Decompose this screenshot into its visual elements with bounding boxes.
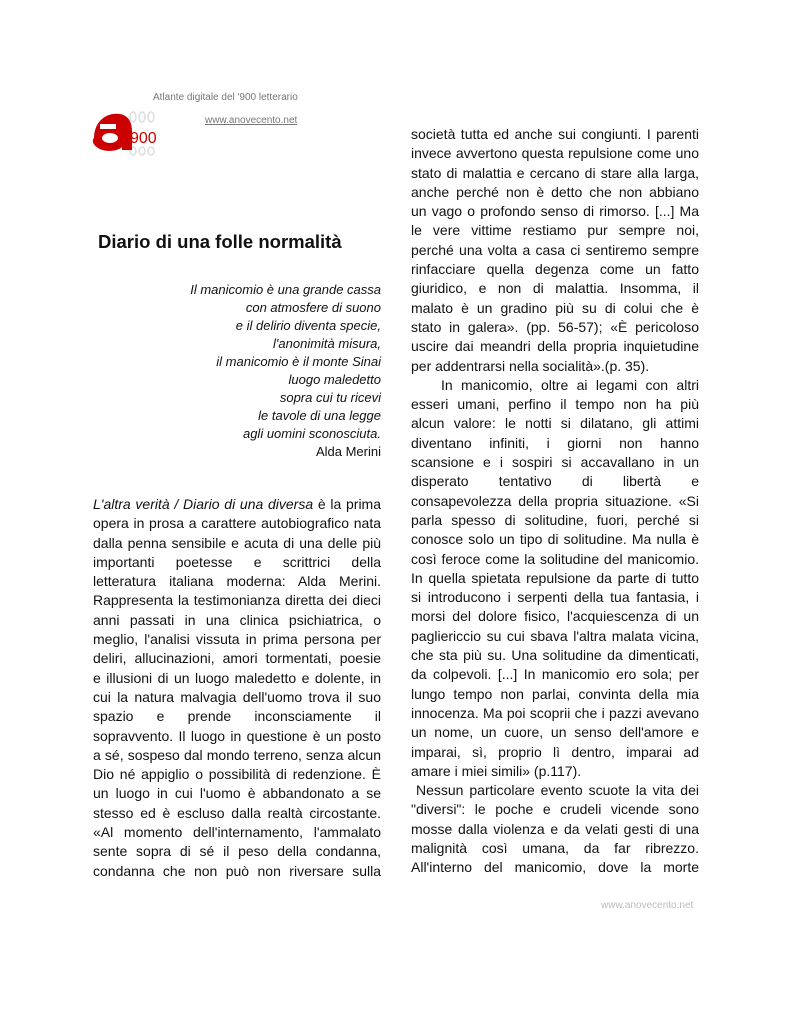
text-line: importanti poetesse e scrittrici della — [93, 553, 381, 570]
text-line: giuridico, e non di malattia. Insomma, il — [411, 280, 699, 297]
text-line: condanna che non può non riversare sulla — [93, 862, 381, 879]
text-line: Rappresenta la testimonianza diretta dei dieci — [93, 592, 381, 609]
text-line: lungo tempo non parlai, convinta della mia — [411, 685, 699, 702]
text-line: si introducono i serpenti della tua fantasia, i — [411, 589, 699, 606]
text-line: malato è un gradino più su di colui che è — [411, 299, 699, 316]
text-line: esseri umani, perfino il tempo non ha più — [411, 396, 699, 413]
text-line: cui la natura malvagia dell'uomo trova il suo — [93, 688, 381, 705]
text-line: letteratura italiana moderna: Alda Merini. — [93, 573, 381, 590]
text-line: "diversi": le poche e crudeli vicende sono — [411, 801, 699, 818]
text-line: e illusioni di un luogo maledetto e dolente, in — [93, 669, 381, 686]
svg-text:900: 900 — [130, 130, 157, 147]
text-line: pagliericcio su cui sbava l'altra malata vicina, — [411, 627, 699, 644]
text-line: scansione e i sospiri si accavallano in un — [411, 454, 699, 471]
text-line: In quella spietata repulsione da parte di tutto — [411, 569, 699, 586]
text-line: stato in galera». (pp. 56-57); «È pericoloso — [411, 318, 699, 335]
epigraph — [190, 281, 381, 461]
text-line: sente sopra di sé il peso della condanna, — [93, 843, 381, 860]
site-title: Atlante digitale del '900 letterario — [153, 92, 298, 103]
text-line: che sta più su. Una solitudine da dimenticati, — [411, 647, 699, 664]
epigraph-line: luogo maledetto — [288, 372, 381, 387]
text-line: da colpevoli. [...] In manicomio ero sola; per — [411, 666, 699, 683]
text-line: rinfacciare quella degenza come un fatto — [411, 261, 699, 278]
text-line: stesso ed è escluso dalla realtà circostante. — [93, 804, 381, 821]
footer-site-link[interactable]: www.anovecento.net — [601, 900, 694, 911]
text-line: amare i miei simili» (p.117). — [411, 762, 582, 779]
text-line: dalla penna sensibile e acuta di una delle più — [93, 534, 381, 551]
text-line: società tutta ed anche sui congiunti. I parenti — [411, 126, 699, 142]
text-line: diventano infiniti, i giorni non hanno — [411, 434, 699, 451]
text-line: le vere vittime restiamo pur sempre noi, — [411, 222, 699, 239]
text-line: perché una volta a casa ci sentiremo sempre — [411, 241, 699, 258]
text-line: uscire dai meandri della propria inquietudine — [411, 338, 699, 355]
epigraph-line: le tavole di una legge — [258, 408, 381, 423]
text-line: invece avvertono questa repulsione come uno — [411, 145, 699, 162]
epigraph-line: e il delirio diventa specie, — [235, 318, 381, 333]
text-line: malignità così umana, da far ribrezzo. — [411, 839, 699, 856]
text-line: alcun valore: le notti si dilatano, gli attimi — [411, 415, 699, 432]
text-line: spazio e prende inconsciamente il — [93, 708, 381, 725]
right-column-text — [411, 125, 699, 878]
text-line: a sé, sospeso dal mondo terreno, senza alcun — [93, 746, 381, 763]
text-line: anche perché non è detto che non abbiano — [411, 183, 699, 200]
epigraph-line: Il manicomio è una grande cassa — [190, 282, 381, 297]
text-line: In manicomio, oltre ai legami con altri — [441, 376, 699, 393]
epigraph-line: l'anonimità misura, — [273, 336, 381, 351]
text-line: consapevolezza della propria situazione. «Si — [411, 492, 699, 509]
text-line: mosse dalla violenza e da velati gesti di una — [411, 820, 699, 837]
text-line: sopravvento. Il luogo in questione è un posto — [93, 727, 381, 744]
book-title: L'altra verità / Diario di una diversa — [93, 496, 314, 512]
text-line — [93, 495, 381, 514]
site-link[interactable]: www.anovecento.net — [205, 115, 298, 126]
text-line: stato di malattia e cercano di stare alla larga, — [411, 164, 699, 181]
text-line: morsi del dolore fisico, l'acquiescenza di un — [411, 608, 699, 625]
text-line: «Al momento dell'internamento, l'ammalato — [93, 824, 381, 841]
text-line: per addentrarsi nella socialità».(p. 35). — [411, 357, 650, 374]
text-line: anni passati in una clinica psichiatrica, o — [93, 611, 381, 628]
text-line: parla spesso di solitudine, fuori, perché si — [411, 511, 699, 528]
site-logo — [92, 104, 162, 156]
text-line: Dio né appiglio o possibilità di redenzione. È — [93, 766, 381, 783]
text-line: un vago o profondo senso di rimorso. [...] Ma — [411, 203, 699, 220]
text-line: meglio, l'analisi vissuta in prima persona per — [93, 631, 381, 648]
text-line: così feroce come la solitudine del manicomio. — [411, 550, 699, 567]
epigraph-line: sopra cui tu ricevi — [279, 390, 381, 405]
text-line: imparai, sì, proprio lì dentro, imparai ad — [411, 743, 699, 760]
text-line: un luogo in cui l'uomo è abbandonato a se — [93, 785, 381, 802]
epigraph-line: agli uomini sconosciuta. — [242, 426, 381, 441]
text-line: All'interno del manicomio, dove la morte — [411, 859, 699, 876]
epigraph-author: Alda Merini — [315, 444, 381, 459]
text-line: opera in prosa a carattere autobiografico nata — [93, 515, 381, 532]
text-line: conosce solo un tipo di solitudine. Ma nulla è — [411, 531, 699, 548]
text-line: Nessun particolare evento scuote la vita dei — [416, 782, 699, 799]
text-line: disperato tentativo di libertà e — [411, 473, 699, 490]
epigraph-line: con atmosfere di suono — [245, 300, 381, 315]
text-line: innocenza. Ma poi scoprii che i pazzi avevano — [411, 704, 699, 721]
article-title: Diario di una folle normalità — [98, 231, 342, 252]
text-line: deliri, allucinazioni, amori tormentati, poesie — [93, 650, 381, 667]
text-span: è la prima — [313, 496, 382, 512]
left-column-text — [93, 495, 381, 881]
text-line: un nome, un cuore, un senso dell'amore e — [411, 724, 699, 741]
epigraph-line: il manicomio è il monte Sinai — [216, 354, 381, 369]
